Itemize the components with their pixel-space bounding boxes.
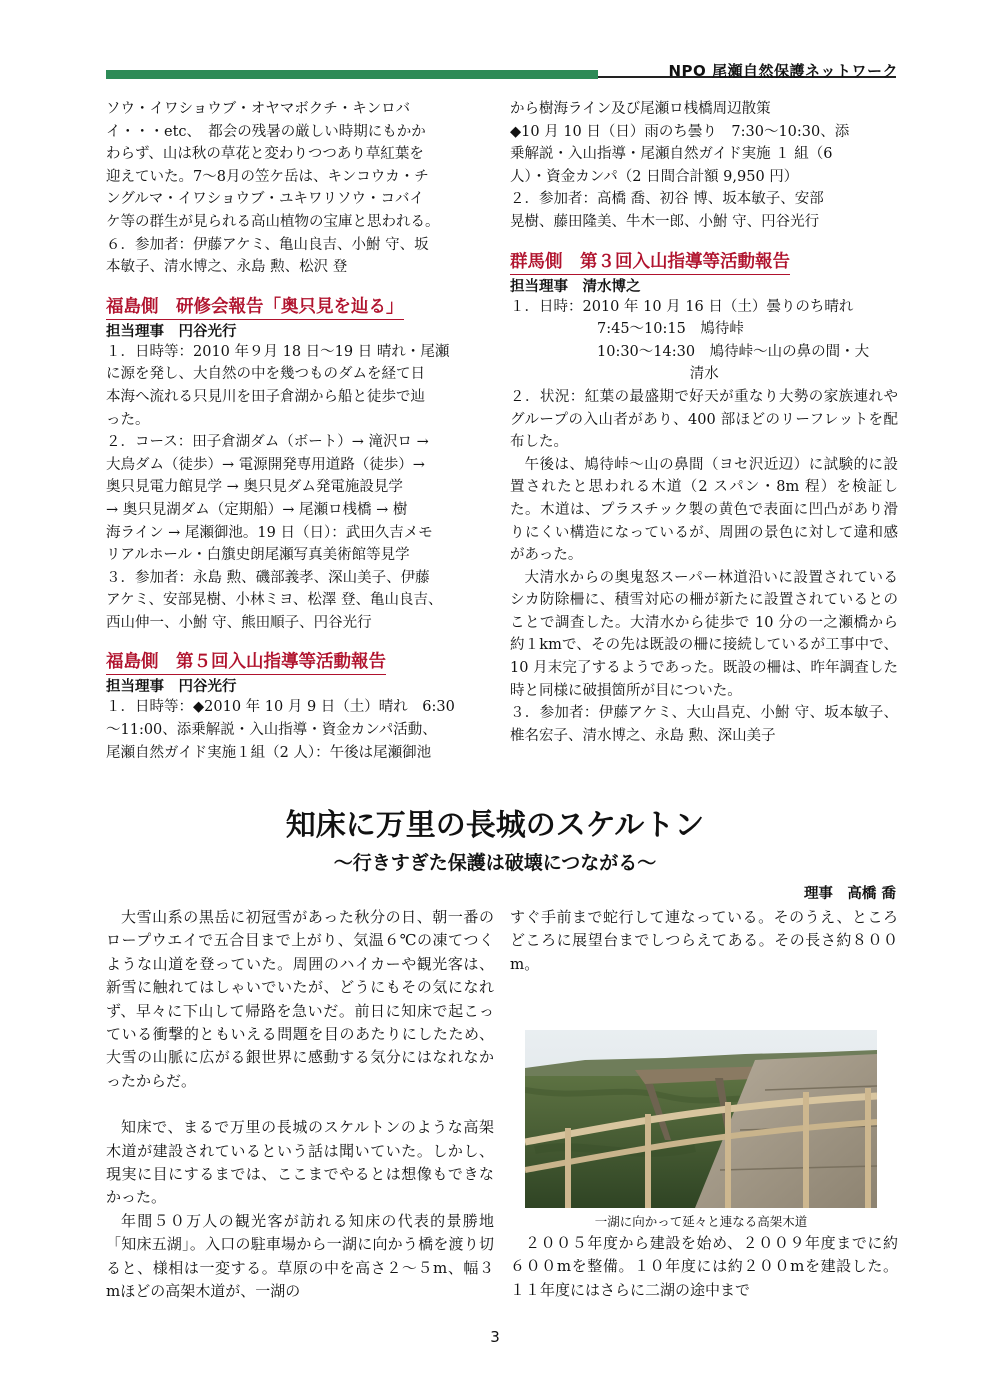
article-author: 理事 高橋 喬 <box>803 886 896 902</box>
header-green-rule <box>106 70 598 79</box>
text-line: 大鳥ダム（徒歩）→ 電源開発専用道路（徒歩）→ <box>106 456 425 473</box>
text-line: リアルホール・白籏史朗尾瀬写真美術館等見学 <box>106 547 410 564</box>
text-line: わらず、山は秋の草花と変わりつつあり草紅葉を <box>106 146 424 163</box>
section-gap <box>510 234 898 248</box>
article-right-column-top <box>510 906 898 976</box>
text-line: 奥只見電力館見学 → 奥只見ダム発電施設見学 <box>106 479 403 496</box>
boardwalk-photo <box>525 1030 877 1208</box>
text-line: １．日時等：2010 年９月 18 日～19 日 晴れ・尾瀬 <box>106 343 450 360</box>
date-line: １．日時：2010 年 10 月 16 日（土）曇りのち晴れ <box>510 298 854 315</box>
paragraph: 大雪山系の黒岳に初冠雪があった秋分の日、朝一番のロープウエイで五合目まで上がり、気温６℃の凍てつくような山道を登っていた。周囲のハイカーや観光客は、新雪に触れてはしゃいでいたが、どうにもその気になれず、早々に下山して帰路を急いだ。前日に知床で起こっている衝撃的ともいえる問題を目のあたりにしたため、大雪の山脈に広がる銀世界に感動する気分にはなれなかったからだ。 <box>106 908 494 1090</box>
text-line: 乗解説・入山指導・尾瀬自然ガイド実施 １ 組（6 <box>510 146 833 163</box>
time-line: 清水 <box>689 366 719 383</box>
text-line: ングルマ・イワショウブ・ユキワリソウ・コバイ <box>106 191 424 208</box>
section-gap <box>106 634 494 648</box>
section-title: 福島側 第５回入山指導等活動報告 <box>106 648 386 675</box>
text-line: 晃樹、藤田隆美、牛木一郎、小鮒 守、円谷光行 <box>510 213 820 230</box>
boardwalk-photo-image <box>525 1030 877 1208</box>
text-line: ２．参加者：高橋 喬、初谷 博、坂本敏子、安部 <box>510 191 824 208</box>
paragraph-gap <box>106 1093 494 1116</box>
article-subtitle: ～行きすぎた保護は破壊につながる～ <box>333 852 657 874</box>
left-column <box>106 98 494 764</box>
paragraph: 午後は、鳩待峠～山の鼻間（ヨセ沢近辺）に試験的に設置されたと思われる木道（2 スパン・8m 程）を検証した。木道は、プラスチック製の黄色で表面に凹凸があり滑りにくい構造になっているが、周囲の景色に対して違和感があった。 <box>510 456 898 564</box>
article-left-column <box>106 906 494 1304</box>
section-author: 担当理事 清水博之 <box>510 278 641 295</box>
text-line: 尾瀬自然ガイド実施１組（2 人）：午後は尾瀬御池 <box>106 744 432 761</box>
text-line: → 奥只見湖ダム（定期船）→ 尾瀬ロ桟橋 → 樹 <box>106 501 408 518</box>
section-title: 群馬側 第３回入山指導等活動報告 <box>510 248 790 275</box>
right-column <box>510 98 898 747</box>
text-line: ◆10 月 10 日（日）雨のち曇り 7:30～10:30、添 <box>510 123 850 140</box>
text-line: から樹海ライン及び尾瀬ロ桟橋周辺散策 <box>510 101 771 117</box>
text-line: ３．参加者：永島 勲、磯部義孝、深山美子、伊藤 <box>106 569 430 586</box>
section-author: 担当理事 円谷光行 <box>106 323 237 340</box>
text-line: ケ等の群生が見られる高山植物の宝庫と思われる。 <box>106 213 440 230</box>
article-right-column-bottom <box>510 1232 898 1302</box>
text-line: ソウ・イワショウブ・オヤマボクチ・キンロバ <box>106 101 411 117</box>
text-line: １．日時等：◆2010 年 10 月 9 日（土）晴れ 6:30 <box>106 699 455 716</box>
organization-name: NPO 尾瀬自然保護ネットワーク <box>668 62 898 80</box>
paragraph: ３．参加者：伊藤アケミ、大山昌克、小鮒 守、坂本敏子、椎名宏子、清水博之、永島 勲、深山美子 <box>510 705 898 744</box>
paragraph: 年間５０万人の観光客が訪れる知床の代表的景勝地「知床五湖」。入口の駐車場から一湖に向かう橋を渡り切ると、様相は一変する。草原の中を高さ２～５m、幅３mほどの高架木道が、一湖の <box>106 1211 494 1301</box>
text-line: 迎えていた。7～8月の笠ケ岳は、キンコウカ・チ <box>106 168 429 185</box>
text-line: 人）・資金カンパ（2 日間合計額 9,950 円） <box>510 168 799 185</box>
text-line: イ・・・etc、 都会の残暑の厳しい時期にもかか <box>106 123 426 140</box>
paragraph: 知床で、まるで万里の長城のスケルトンのような高架木道が建設されているという話は聞いていた。しかし、現実に目にするまでは、ここまでやるとは想像もできなかった。 <box>106 1118 494 1207</box>
paragraph: ２．状況：紅葉の最盛期で好天が重なり大勢の家族連れやグループの入山者があり、400 部ほどのリーフレットを配布した。 <box>510 388 898 451</box>
text-line: 本海へ流れる只見川を田子倉湖から船と徒歩で辿 <box>106 388 425 405</box>
paragraph: ２００５年度から建設を始め、２００９年度までに約６００mを整備。１０年度には約２００mを建設した。１１年度にはさらに二湖の途中まで <box>510 1234 898 1299</box>
paragraph: すぐ手前まで蛇行して連なっている。そのうえ、ところどころに展望台までしつらえてある。その長さ約８００m。 <box>510 908 898 973</box>
article-title: 知床に万里の長城のスケルトン <box>285 808 705 843</box>
text-line: ２．コース：田子倉湖ダム（ボート）→ 滝沢ロ → <box>106 434 429 451</box>
text-line: アケミ、安部晃樹、小林ミヨ、松澤 登、亀山良吉、 <box>106 592 443 609</box>
text-line: ６．参加者：伊藤アケミ、亀山良吉、小鮒 守、坂 <box>106 236 429 253</box>
text-line: ～11:00、添乗解説・入山指導・資金カンパ活動、 <box>106 722 437 739</box>
paragraph: 大清水からの奥鬼怒スーパー林道沿いに設置されているシカ防除柵に、積雪対応の柵が新たに設置されているとのことで調査した。大清水から徒歩で 10 分の一之瀬橋から約１kmで、その先は既設の柵に接続しているが工事中で、10 月末完了するようであった。既設の柵は、昨年調査した時と同様に破損箇所が目についた。 <box>510 569 898 699</box>
section-gap <box>106 279 494 293</box>
photo-caption: 一湖に向かって延々と連なる高架木道 <box>594 1214 808 1229</box>
text-line: 海ライン → 尾瀬御池。19 日（日）：武田久吉メモ <box>106 524 433 541</box>
time-line: 7:45～10:15 鳩待峠 <box>597 321 744 338</box>
text-line: 西山伸一、小鮒 守、熊田順子、円谷光行 <box>106 614 372 631</box>
text-line: 本敏子、清水博之、永島 勲、松沢 登 <box>106 259 348 276</box>
time-line: 10:30～14:30 鳩待峠～山の鼻の間・大 <box>597 343 870 360</box>
section-title: 福島側 研修会報告「奥只見を辿る」 <box>106 293 404 320</box>
text-line: った。 <box>106 411 150 428</box>
page-number: 3 <box>490 1328 500 1346</box>
text-line: に源を発し、大自然の中を幾つものダムを経て日 <box>106 366 425 383</box>
section-author: 担当理事 円谷光行 <box>106 679 237 696</box>
